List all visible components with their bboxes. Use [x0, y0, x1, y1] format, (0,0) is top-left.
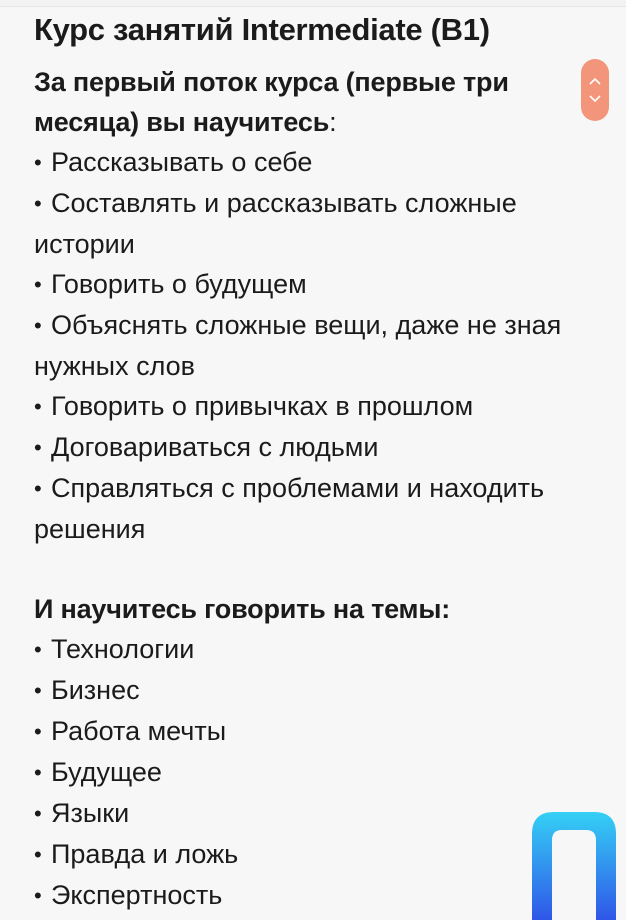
chevron-up-icon[interactable]: [589, 75, 601, 87]
list-item: • Будущее: [34, 752, 594, 793]
list-item: • Составлять и рассказывать сложные истории: [34, 183, 594, 264]
list-item: • Технологии: [34, 629, 594, 670]
list-item: • Экспертность: [34, 875, 594, 916]
list-item: • Объяснять сложные вещи, даже не зная нужных слов: [34, 305, 594, 386]
list-item: • Говорить о привычках в прошлом: [34, 386, 594, 427]
article-content: [34, 8, 594, 916]
list-item: • Рассказывать о себе: [34, 142, 594, 183]
list-item: • Языки: [34, 793, 594, 834]
page-title: Курс занятий Intermediate (B1): [34, 12, 490, 47]
list-item: • Справляться с проблемами и находить решения: [34, 468, 594, 549]
chevron-down-icon[interactable]: [589, 93, 601, 105]
topics-list: [34, 629, 594, 916]
list-item: • Говорить о будущем: [34, 264, 594, 305]
section-spacer: [34, 549, 594, 589]
section-heading-topics: И научитесь говорить на темы:: [34, 594, 450, 624]
top-divider: [0, 0, 626, 7]
list-item: • Договариваться с людьми: [34, 427, 594, 468]
brand-logo-icon: [528, 810, 618, 920]
skills-list: [34, 142, 594, 549]
list-item: • Бизнес: [34, 670, 594, 711]
list-item: • Правда и ложь: [34, 834, 594, 875]
scroll-control[interactable]: [581, 59, 609, 121]
section-heading-skills-text: За первый поток курса (первые три месяца) вы научитесь: [34, 67, 509, 137]
list-item: • Работа мечты: [34, 711, 594, 752]
section-heading-skills: [34, 62, 594, 142]
section-heading-colon: :: [329, 107, 337, 137]
